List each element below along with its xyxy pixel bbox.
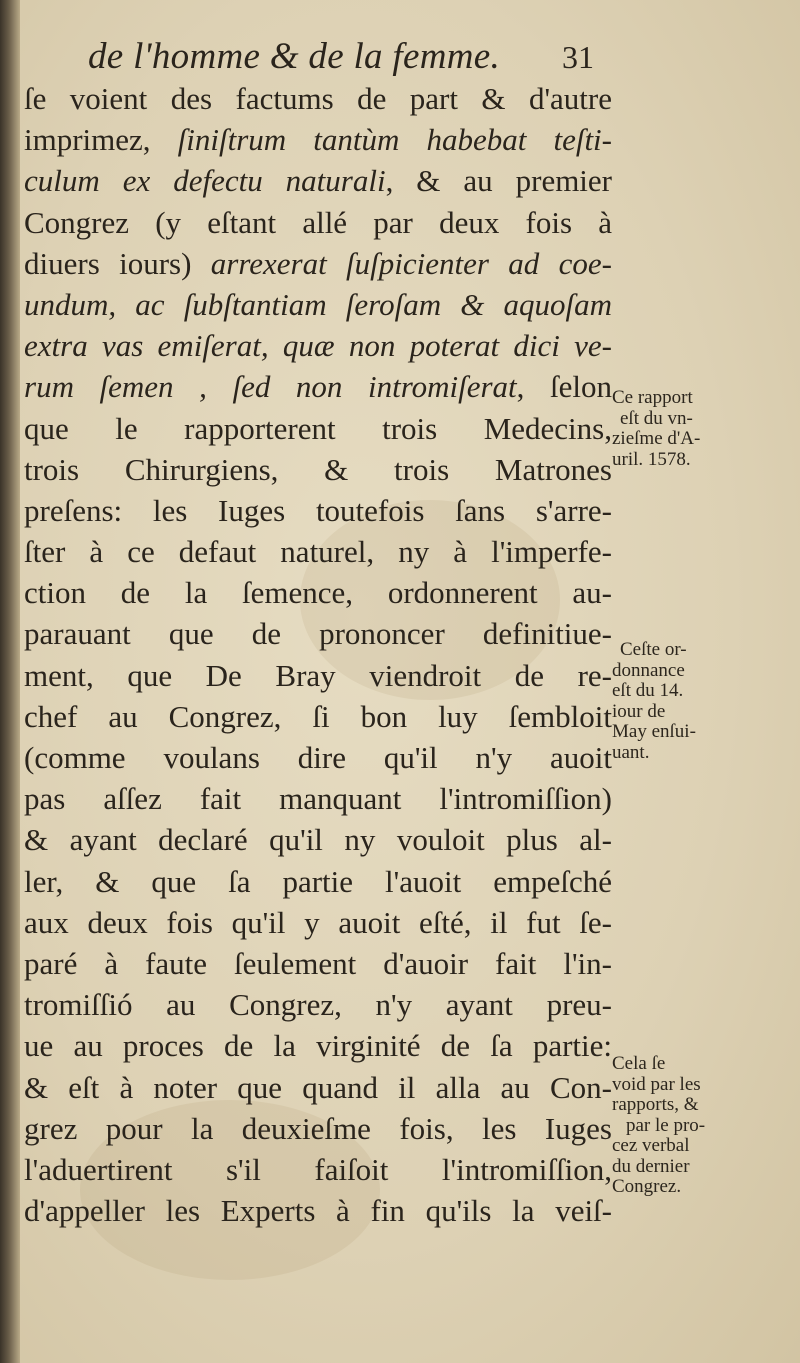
latin-segment: arrexerat ſuſpicienter ad coe- [210,245,612,281]
text-line: d'appeller les Experts à fin qu'ils la veiſ- [24,1193,612,1229]
text-line [24,243,612,284]
margin-note-line: Congrez. [612,1176,682,1197]
margin-note-line: iour de [612,700,666,722]
running-head: de l'homme & de la femme. [88,36,501,77]
text-line: grez pour la deuxieſme fois, les Iuges [24,1110,612,1146]
text-line: extra vas emiſerat, quæ non poterat dici ve- [24,328,612,364]
text-line: (comme voulans dire qu'il n'y auoit [24,740,612,775]
margin-note-line: Ce rapport [612,387,693,408]
margin-note [612,640,792,763]
text-line [24,366,612,407]
margin-note [612,1054,792,1198]
text-line: & ayant declaré qu'il ny vouloit plus al- [24,822,612,858]
margin-note-line: donnance [612,659,685,681]
text-line: ſe voient des factums de part & d'autre [24,81,612,116]
text-segment: diuers iours) [24,245,211,281]
margin-note-line: uant. [612,741,650,763]
text-line: pas aſſez fait manquant l'intromiſſion) [24,781,612,817]
margin-note-line: rapports, & [612,1094,699,1115]
margin-note-line: May enſui- [612,721,696,742]
text-line: aux deux fois qu'il y auoit eſté, il fut ſe- [24,904,612,940]
margin-note-line: Cela ſe [612,1053,666,1074]
margin-note-line: eſt du vn- [620,407,693,429]
latin-segment: rum ſemen , ſed non intromiſerat [24,369,517,405]
margin-note-line: eſt du 14. [612,680,684,701]
margin-note-line: par le pro- [626,1114,706,1136]
page-number: 31 [562,39,594,75]
latin-segment: ſiniſtrum tantùm habebat teſti- [177,122,612,158]
text-line: & eſt à noter que quand il alla au Con- [24,1069,612,1105]
text-line: preſens: les Iuges toutefois ſans s'arre- [24,492,612,528]
margin-note-line: uril. 1578. [612,448,691,470]
text-segment: , ſelon [516,369,612,405]
text-line: ue au proces de la virginité de ſa partie: [24,1028,612,1064]
text-line: parauant que de prononcer definitiue- [24,616,612,652]
page-header [0,32,620,82]
text-line [24,119,612,160]
text-line: tromiſſió au Congrez, n'y ayant preu- [24,987,612,1023]
book-spine-shadow [0,0,20,1363]
text-line: trois Chirurgiens, & trois Matrones [24,451,612,487]
text-line: Congrez (y eſtant allé par deux fois à [24,204,612,240]
text-line: ction de la ſemence, ordonnerent au- [24,575,612,611]
text-line: undum, ac ſubſtantiam ſeroſam & aquoſam [24,286,612,322]
margin-note-line: void par les [612,1073,701,1095]
latin-segment: culum ex defectu naturali [24,163,386,199]
text-line: ment, que De Bray viendroit de re- [24,657,612,693]
main-text-block [24,78,612,1231]
margin-note-line: zieſme d'A- [612,428,701,449]
text-line: l'aduertirent s'il faiſoit l'intromiſſion, [24,1151,612,1187]
text-line: paré à faute ſeulement d'auoir fait l'in- [24,945,612,981]
margin-note-line: du dernier [612,1155,690,1177]
text-segment: , & au premier [385,163,613,199]
text-segment: imprimez, [24,122,178,158]
text-line: chef au Congrez, ſi bon luy ſembloit [24,698,612,734]
text-line: que le rapporterent trois Medecins, [24,410,612,446]
margin-note [612,388,792,470]
margin-note-line: Ceſte or- [620,639,687,660]
text-line: ler, & que ſa partie l'auoit empeſché [24,863,612,899]
margin-note-line: cez verbal [612,1135,690,1156]
text-line: ſter à ce defaut naturel, ny à l'imperfe- [24,534,612,570]
text-line [24,160,612,201]
